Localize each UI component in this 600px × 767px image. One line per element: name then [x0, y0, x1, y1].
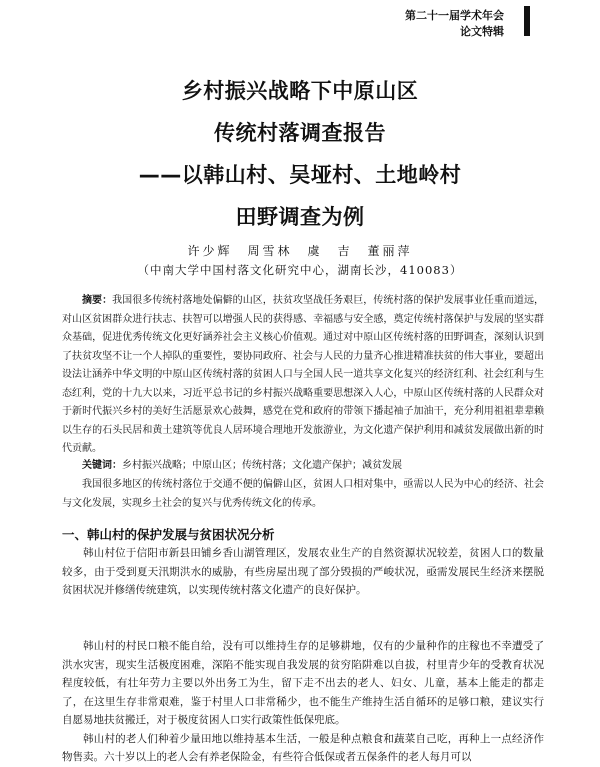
abstract-text: 我国很多传统村落地处偏僻的山区，扶贫攻坚战任务艰巨，传统村落的保护发展事业任重而道远，对山区贫困群众进行扶志、扶智可以增强人民的获得感、幸福感与安全感，奠定传统村落保护与发展的坚实群众基础，促进优秀传统文化更好涵养社会主义核心价值观。通过对中原山区传统村落的田野调查，深刻认识到了扶贫攻坚不让一个人掉队的重要性，要协同政府、社会与人民的力量齐心推进精准扶贫的伟大事业，要超出设法让涵养中华文明的中原山区传统村落的贫困人口与全国人民一道共享文化复兴的经济红利、社会红利与生态红利，党的十九大以来，习近平总书记的乡村振兴战略重要思想深入人心，中原山区传统村落的人民群众对于新时代振兴乡村的美好生活愿景欢心鼓舞，感党在党和政府的带领下播起袖子加油干，充分利用祖祖辈辈赖以生存的石头民居和黄土建筑等优良人居环境合理地开发旅游业，为文化遗产保护利用和减贫发展做出新的时代贡献。	[62, 295, 545, 454]
header-bar	[524, 6, 530, 36]
authors: 许少辉 周雪林 虞 吉 董丽萍	[187, 244, 413, 258]
title-line4: 田野调查为例	[235, 205, 365, 229]
section-paragraph-1: 韩山村位于信阳市新县田铺乡香山湖管理区，发展农业生产的自然资源状况较差，贫困人口的数量较多，由于受到夏天汛期洪水的威胁，有些房屋出现了部分毁损的严峻状况，亟需发展民生经济来摆脱贫困状况并修缮传统建筑，以实现传统村落文化遗产的良好保护。	[62, 547, 544, 596]
paper-title	[0, 70, 600, 238]
affiliation: （中南大学中国村落文化研究中心，湖南长沙，410083）	[137, 263, 463, 277]
header-line2: 论文特辑	[460, 25, 504, 38]
keywords-text: 乡村振兴战略；中原山区；传统村落；文化遗产保护；减贫发展	[122, 460, 402, 471]
title-line2: 传统村落调查报告	[214, 121, 386, 145]
abstract	[62, 292, 544, 459]
section-paragraph-2-text: 韩山村的村民口粮不能自给，没有可以维持生存的足够耕地，仅有的少量种作的庄稼也不幸遭受了洪水灾害，现实生活极度困难，深陷不能实现自我发展的贫穷陷阱难以自拔，村里青少年的受教育状况程度较低，有壮年劳力主要以外出务工为生，留下走不出去的老人、妇女、儿童，基本上能走的都走了，在这里生存非常艰难，鉴于村里人口非常稀少，也不能生产维持生活自循环的足够口粮，建议实行自愿易地扶贫搬迁，对于极度贫困人口实行政策性低保兜底。	[62, 640, 544, 726]
running-header	[405, 8, 504, 40]
section-heading: 一、韩山村的保护发展与贫困状况分析	[62, 527, 275, 542]
keywords	[62, 457, 544, 476]
section-paragraph-3-text: 韩山村的老人们种着少量田地以维持基本生活，一般是种点粮食和蔬菜自己吃，再种上一点经济作物售卖。六十岁以上的老人会有养老保险金，有些符合低保或者五保条件的老人每月可以	[62, 732, 544, 763]
abstract-label: 摘要：	[82, 295, 113, 306]
title-line3: ——以韩山村、吴垭村、土地岭村	[138, 163, 462, 187]
header-line1: 第二十一届学术年会	[405, 9, 504, 22]
intro-paragraph: 我国很多地区的传统村落位于交通不便的偏僻山区，贫困人口相对集中，亟需以人民为中心的经济、社会与文化发展，实现乡土社会的复兴与优秀传统文化的传承。	[62, 479, 544, 509]
keywords-label: 关键词：	[82, 460, 122, 471]
title-line1: 乡村振兴战略下中原山区	[181, 79, 419, 103]
